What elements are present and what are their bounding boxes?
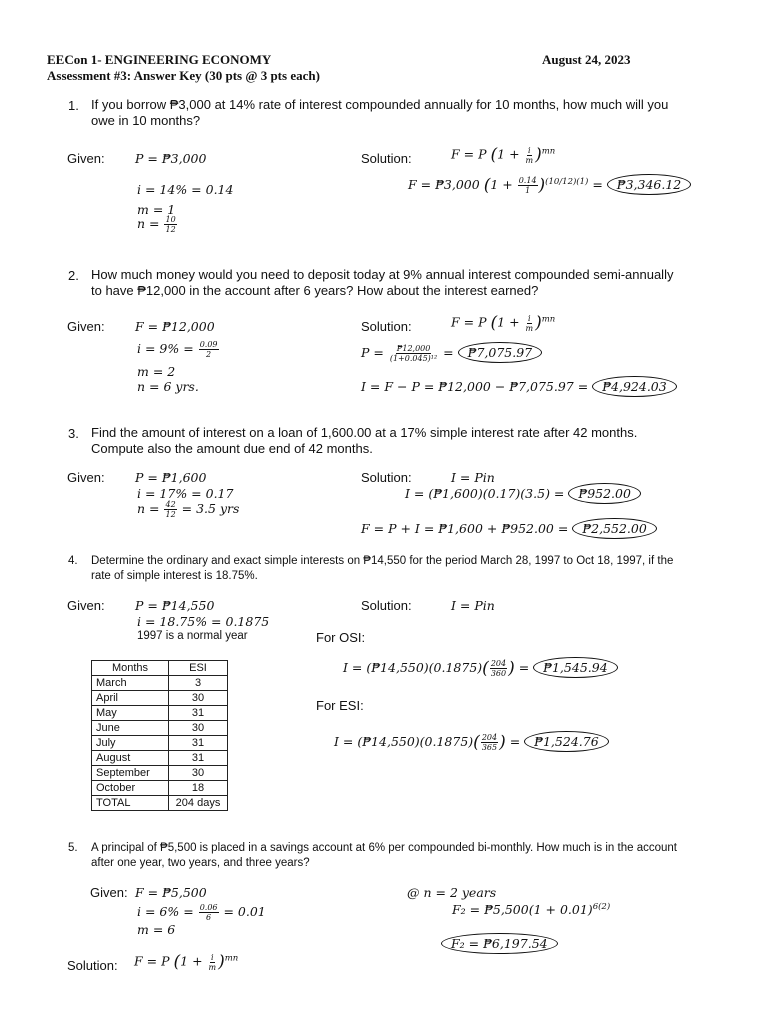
table-row xyxy=(92,706,228,721)
table-cell-days: 18 xyxy=(169,781,228,796)
table-cell-days: 30 xyxy=(169,721,228,736)
q3-future-calc: F = P + I = ₱1,600 + ₱952.00 = ₱2,552.00 xyxy=(361,518,657,539)
table-cell-month: June xyxy=(92,721,169,736)
q2-text: How much money would you need to deposit today at 9% annual interest compounded semi-annually to have ₱12,000 in the account after 6 years? How about the interest earned? xyxy=(91,267,674,298)
table-total-row xyxy=(92,796,228,811)
q3-number: 3. xyxy=(68,426,79,441)
q1-answer: ₱3,346.12 xyxy=(607,174,692,195)
q2-given-n: n = 6 yrs. xyxy=(137,379,199,394)
table-row xyxy=(92,766,228,781)
q4-given-p: P = ₱14,550 xyxy=(135,598,215,613)
table-row xyxy=(92,736,228,751)
q3-given-p: P = ₱1,600 xyxy=(135,470,207,485)
q5-given-i: i = 6% = $\frac{0.06}{6}$ = 0.01 xyxy=(137,903,266,922)
assessment-title: Assessment #3: Answer Key (30 pts @ 3 pts each) xyxy=(47,68,320,83)
q3-given-label: Given: xyxy=(67,470,105,485)
q1-solution-label: Solution: xyxy=(361,151,412,166)
table-cell-days: 30 xyxy=(169,766,228,781)
q4-esi-answer: ₱1,524.76 xyxy=(524,731,609,752)
q5-given-label: Given: xyxy=(90,885,128,900)
q4-given-i: i = 18.75% = 0.1875 xyxy=(137,614,270,629)
q2-interest: I = F − P = ₱12,000 − ₱7,075.97 = ₱4,924.03 xyxy=(361,376,677,397)
q4-osi-calc: I = (₱14,550)(0.1875)( $\frac{204}{360}$ ) = ₱1,545.94 xyxy=(343,657,618,679)
table-cell-month: September xyxy=(92,766,169,781)
q2-formula: F = P (1 + $\frac{i}{m}$ )$^{mn}$ xyxy=(451,313,556,333)
q1-formula: F = P (1 + $\frac{i}{m}$ )$^{mn}$ xyxy=(451,145,556,165)
q1-given-n: n = $\frac{10}{12}$ xyxy=(137,215,176,234)
q1-given-i: i = 14% = 0.14 xyxy=(137,182,234,197)
table-cell-month: August xyxy=(92,751,169,766)
table-cell-month: May xyxy=(92,706,169,721)
table-row xyxy=(92,691,228,706)
q3-interest-calc: I = (₱1,600)(0.17)(3.5) = ₱952.00 xyxy=(405,483,641,504)
q3-answer-i: ₱952.00 xyxy=(568,483,641,504)
q4-formula: I = Pin xyxy=(451,598,495,613)
table-cell-total-days: 204 days xyxy=(169,796,228,811)
table-cell-total-label: TOTAL xyxy=(92,796,169,811)
table-cell-days: 3 xyxy=(169,676,228,691)
q5-f2-calc: F₂ = ₱5,500(1 + 0.01)$^{6(2)}$ xyxy=(452,902,611,918)
q1-number: 1. xyxy=(68,98,79,113)
q1-text: If you borrow ₱3,000 at 14% rate of interest compounded annually for 10 months, how much will you owe in 10 months? xyxy=(91,97,669,128)
esi-days-table xyxy=(91,660,228,811)
table-cell-month: October xyxy=(92,781,169,796)
q3-formula: I = Pin xyxy=(451,470,495,485)
q4-normal-year-note: 1997 is a normal year xyxy=(137,630,248,642)
q5-f2-answer-wrap xyxy=(441,933,558,954)
q1-given-p: P = ₱3,000 xyxy=(135,151,207,166)
table-row xyxy=(92,676,228,691)
table-header-months: Months xyxy=(92,661,169,676)
document-date: August 24, 2023 xyxy=(542,52,631,67)
table-row xyxy=(92,781,228,796)
q2-given-i: i = 9% = $\frac{0.09}{2}$ xyxy=(137,340,218,359)
q3-given-i: i = 17% = 0.17 xyxy=(137,486,234,501)
q5-given-m: m = 6 xyxy=(137,922,176,937)
q5-formula: F = P (1 + $\frac{i}{m}$ )$^{mn}$ xyxy=(134,952,239,972)
q5-f2-answer: F₂ = ₱6,197.54 xyxy=(441,933,558,954)
q4-esi-label: For ESI: xyxy=(316,698,364,713)
q2-answer-i: ₱4,924.03 xyxy=(592,376,677,397)
q2-given-label: Given: xyxy=(67,319,105,334)
q1-substitution: F = ₱3,000 (1 + $\frac{0.14}{1}$ )$^{(10/12)(1)}$ = ₱3,346.12 xyxy=(408,174,691,196)
q1-given-label: Given: xyxy=(67,151,105,166)
q3-answer-f: ₱2,552.00 xyxy=(572,518,657,539)
table-row xyxy=(92,721,228,736)
q5-period-label: @ n = 2 years xyxy=(407,885,497,900)
table-header-esi: ESI xyxy=(169,661,228,676)
table-cell-days: 30 xyxy=(169,691,228,706)
q5-given-f: F = ₱5,500 xyxy=(135,885,207,900)
q4-osi-label: For OSI: xyxy=(316,630,366,645)
q5-number: 5. xyxy=(68,842,78,854)
q3-given-n: n = $\frac{42}{12}$ = 3.5 yrs xyxy=(137,500,240,519)
q2-solution-label: Solution: xyxy=(361,319,412,334)
q4-number: 4. xyxy=(68,555,78,567)
q2-given-f: F = ₱12,000 xyxy=(135,319,215,334)
table-cell-days: 31 xyxy=(169,751,228,766)
q2-present-worth: P = $\frac{₱12,000}{\text{(1+0.045)¹²}}$ = ₱7,075.97 xyxy=(361,342,542,363)
q2-number: 2. xyxy=(68,268,79,283)
q3-solution-label: Solution: xyxy=(361,470,412,485)
table-cell-month: July xyxy=(92,736,169,751)
table-cell-days: 31 xyxy=(169,736,228,751)
q3-text: Find the amount of interest on a loan of 1,600.00 at a 17% simple interest rate after 42 months. Compute also the amount due end of 42 months. xyxy=(91,425,638,456)
q4-text: Determine the ordinary and exact simple interests on ₱14,550 for the period March 28, 1997 to Oct 18, 1997, if the rate of simple interest is 18.75%. xyxy=(91,555,674,582)
q4-esi-calc: I = (₱14,550)(0.1875)( $\frac{204}{365}$ ) = ₱1,524.76 xyxy=(334,731,609,753)
table-row xyxy=(92,751,228,766)
q4-solution-label: Solution: xyxy=(361,598,412,613)
q5-solution-label: Solution: xyxy=(67,958,118,973)
table-header-row xyxy=(92,661,228,676)
q2-given-m: m = 2 xyxy=(137,364,176,379)
table-cell-days: 31 xyxy=(169,706,228,721)
course-title: EECon 1- ENGINEERING ECONOMY xyxy=(47,52,272,67)
q2-answer-p: ₱7,075.97 xyxy=(458,342,543,363)
table-cell-month: March xyxy=(92,676,169,691)
q1-given-m: m = 1 xyxy=(137,202,176,217)
q4-osi-answer: ₱1,545.94 xyxy=(533,657,618,678)
q5-text: A principal of ₱5,500 is placed in a savings account at 6% per compounded bi-monthly. How much is in the account after one year, two years, and three years? xyxy=(91,842,677,869)
table-cell-month: April xyxy=(92,691,169,706)
q4-given-label: Given: xyxy=(67,598,105,613)
